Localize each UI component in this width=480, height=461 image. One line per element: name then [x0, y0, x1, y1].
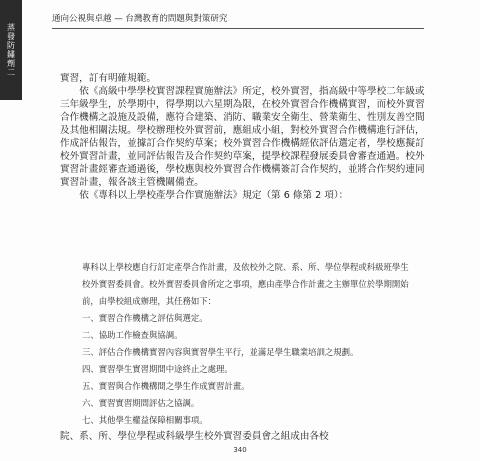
- chapter-side-tab: 蒸發防鏽劑二: [0, 0, 22, 100]
- running-header: 通向公視與卓越 — 台灣教育的問題與對策研究: [52, 14, 228, 24]
- quote-item-4: 四、實習學生實習期間中途終止之處理。: [82, 364, 233, 374]
- quote-item-5: 五、實習與合作機構間之學生作成實習計畫。: [82, 381, 250, 391]
- body-text: [60, 72, 425, 202]
- quote-item-2: 二、協助工作檢查與協調。: [82, 330, 183, 340]
- closing-paragraph: 院、系、所、學位學程或科級學生校外實習委員會之組成由各校: [60, 431, 329, 442]
- quote-item-3: 三、評估合作機構實習內容與實習學生平行，並滿足學生職業培訓之規劃。: [82, 347, 359, 357]
- quote-item-7: 七、其他學生權益保障相關事項。: [82, 415, 208, 425]
- quote-intro: 專科以上學校應自行訂定產學合作計畫，及依校外之院、系、所、學位學程或科級班學生校外實習委員會。校外實習委員會所定之事項，應由產學合作計畫之主辦單位於學期開始前，由學校組成辦理，其任務如下：: [82, 262, 409, 306]
- quote-item-6: 六、實習實習期間評估之協調。: [82, 398, 200, 408]
- page-number: 340: [233, 446, 247, 454]
- paragraph-1: 實習，訂有明確規範。: [60, 73, 156, 84]
- paragraph-3: 依《專科以上學校產學合作實施辦法》規定（第 6 條第 2 項）：: [79, 190, 349, 202]
- paragraph-2: 依《高級中學學校實習課程實施辦法》所定，校外實習，指高級中等學校二年級或三年級學生，於學期中，得學期以六星期為限，在校外實習合作機構實習，而校外實習合作機構之設施及設備，應符合建築、消防、職業安全衛生、營業衛生、性別友善空間及其他相關法規。學校辦理校外實習前，應組成小組，對校外實習合作機構進行評估，作成評估報告，並據訂合作契約草案；校外實習合作機構經依評估選定者，學校應擬訂校外實習計畫，並同評估報告及合作契約草案，提學校課程發展委員會審查通過。校外實習計畫經審查通過後，學校應與校外實習合作機構簽訂合作契約，並將合作契約連同實習計畫，報各該主管機關備查。: [60, 86, 425, 189]
- quote-item-1: 一、實習合作機構之評估與選定。: [82, 313, 208, 323]
- regulation-quote: [82, 259, 412, 429]
- header-divider: [52, 28, 424, 29]
